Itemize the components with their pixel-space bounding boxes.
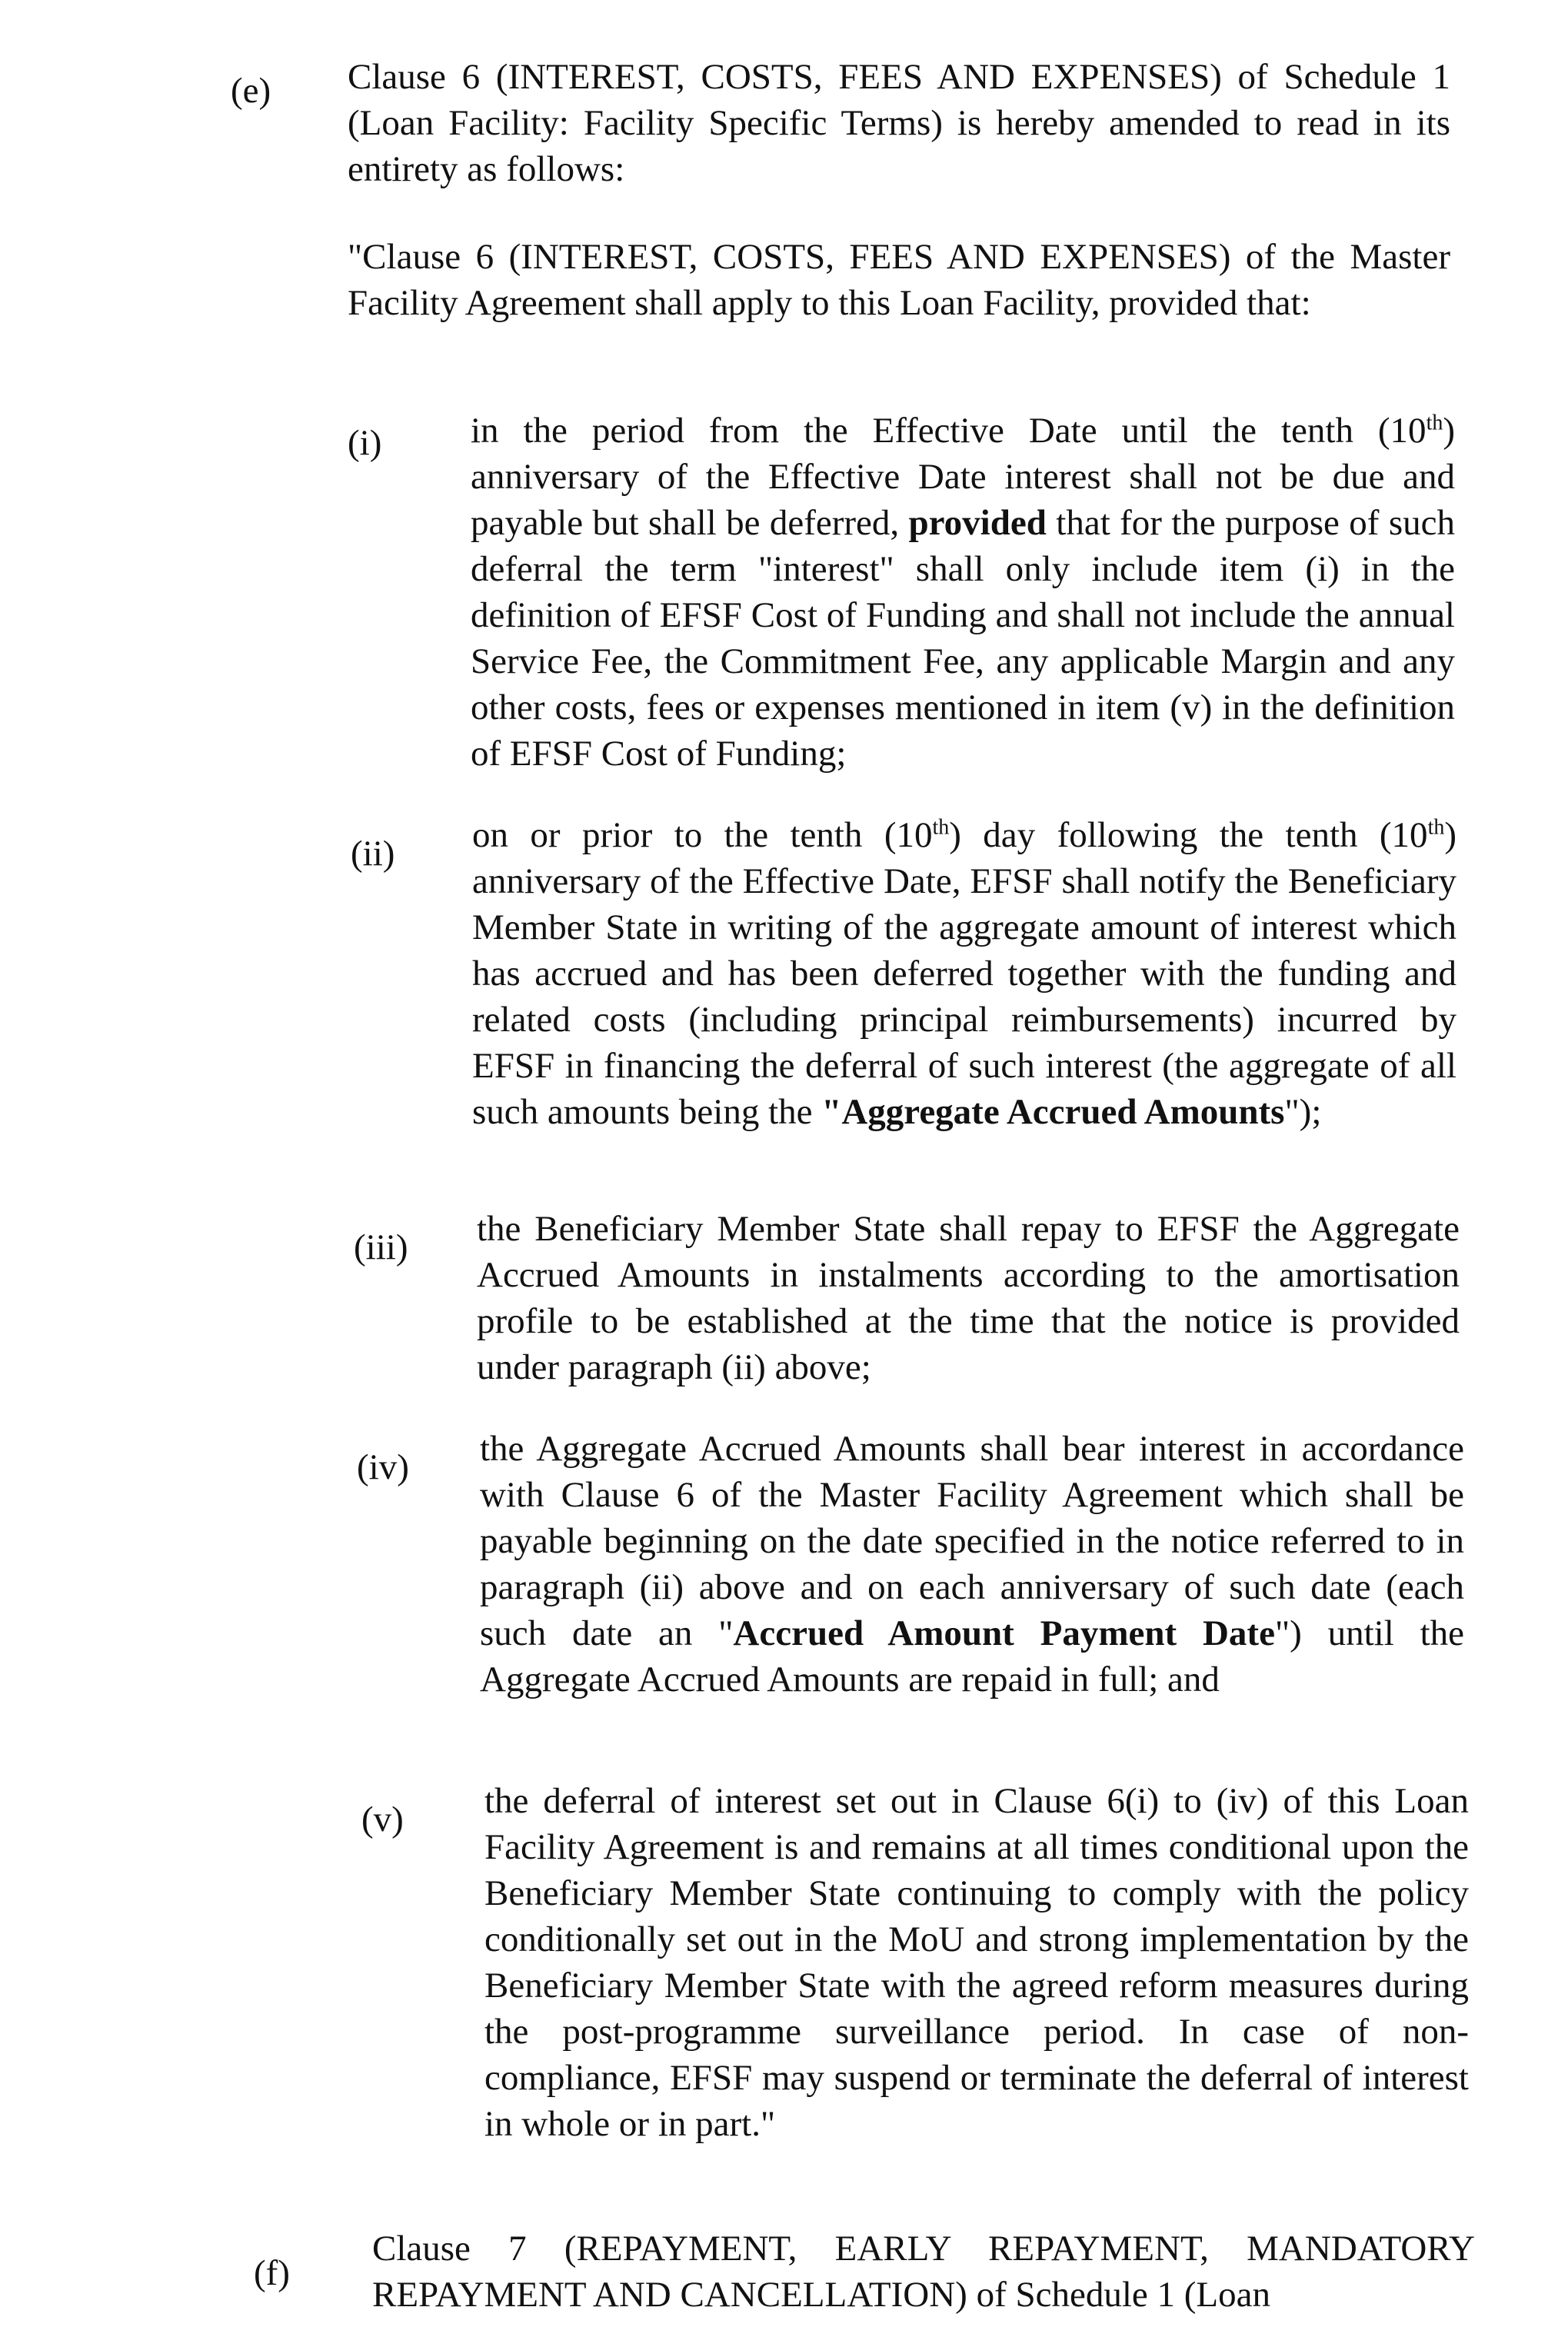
item-ii-bold: "Aggregate Accrued Amounts (821, 1092, 1285, 1132)
item-iii-text: the Beneficiary Member State shall repay to EFSF the Aggregate Accrued Amounts in instalments according to the amortisation profile to be established at the time that the notice is provided under paragraph (ii) above; (477, 1209, 1460, 1387)
item-iii-label: (iii) (354, 1227, 408, 1267)
paragraph-e-label: (e) (231, 71, 271, 111)
item-i-bold: provided (908, 503, 1047, 543)
item-ii-sup1: th (932, 815, 950, 840)
paragraph-f-text: Clause 7 (REPAYMENT, EARLY REPAYMENT, MANDATORY REPAYMENT AND CANCELLATION) of Schedule 1 (Loan (372, 2229, 1475, 2315)
item-ii-text-part1: on or prior to the tenth (10 (472, 815, 933, 855)
item-ii-text-part2: ) day following the tenth (10 (949, 815, 1428, 855)
paragraph-e-quote-intro: "Clause 6 (INTEREST, COSTS, FEES AND EXPENSES) of the Master Facility Agreement shall apply to this Loan Facility, provided that: (348, 237, 1450, 323)
item-v-label: (v) (361, 1799, 404, 1839)
item-i-text-part3: that for the purpose of such deferral the term "interest" shall only include item (i) in the definition of EFSF Cost of Funding and shall not include the annual Service Fee, the Commitment Fee, any applicable Margin and any other costs, fees or expenses mentioned in item (v) in the definition of EFSF Cost of Funding; (471, 503, 1455, 774)
item-ii-sup2: th (1427, 815, 1445, 840)
item-i-label: (i) (348, 423, 382, 463)
paragraph-e-intro: Clause 6 (INTEREST, COSTS, FEES AND EXPENSES) of Schedule 1 (Loan Facility: Facility Specific Terms) is hereby amended to read in its entirety as follows: (348, 57, 1450, 189)
paragraph-f-label: (f) (254, 2253, 290, 2293)
item-iv-text-part1: the Aggregate Accrued Amounts shall bear interest in accordance with Clause 6 of the Master Facility Agreement which shall be payable beginning on the date specified in the notice referred to in paragraph (ii) above and on each anniversary of such date (each such date an " (480, 1429, 1464, 1653)
item-iv-label: (iv) (357, 1447, 409, 1487)
item-iv-text (480, 1426, 1464, 1703)
item-iv-bold: Accrued Amount Payment Date (733, 1613, 1275, 1653)
item-v-text: the deferral of interest set out in Clause 6(i) to (iv) of this Loan Facility Agreement is and remains at all times conditional upon the Beneficiary Member State continuing to comply with the policy conditionally set out in the MoU and strong implementation by the Beneficiary Member State with the agreed reform measures during the post-programme surveillance period. In case of non-compliance, EFSF may suspend or terminate the deferral of interest in whole or in part." (484, 1781, 1469, 2144)
item-ii-label: (ii) (351, 834, 395, 874)
item-i-text-part2: ) anniversary of the Effective Date interest shall not be due and payable but shall be deferred, (471, 411, 1455, 543)
item-ii-text-part3: ) anniversary of the Effective Date, EFSF shall notify the Beneficiary Member State in writing of the aggregate amount of interest which has accrued and has been deferred together with the funding and related costs (including principal reimbursements) incurred by EFSF in financing the deferral of such interest (the aggregate of all such amounts being the (472, 815, 1456, 1132)
item-i-text-part1: in the period from the Effective Date until the tenth (10 (471, 411, 1427, 451)
item-ii-text-part4: "); (1284, 1092, 1322, 1132)
item-iv-text-part2: ") until the Aggregate Accrued Amounts are repaid in full; and (480, 1613, 1464, 1699)
item-i-sup: th (1426, 411, 1443, 435)
item-i-text (471, 408, 1455, 777)
item-ii-text (472, 812, 1456, 1135)
